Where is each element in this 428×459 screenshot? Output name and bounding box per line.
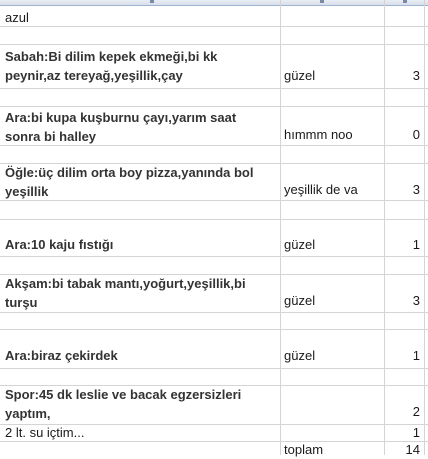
cell-a-aksam[interactable] <box>5 274 280 312</box>
cell-c-score[interactable] <box>384 346 420 365</box>
gridline-horizontal <box>0 219 428 220</box>
gridline-horizontal <box>0 368 428 369</box>
cell-text: güzel <box>284 68 316 83</box>
cell-text: toplam <box>284 442 324 457</box>
cell-c-score[interactable] <box>384 66 420 85</box>
cell-b-comment[interactable] <box>284 66 384 85</box>
gridline-horizontal <box>0 44 428 45</box>
cell-text-line: Ara:bi kupa kuşburnu çayı,yarım saat <box>5 110 237 125</box>
cell-text: Ara:10 kaju fıstığı <box>5 237 114 252</box>
cell-a-ara-3[interactable] <box>5 346 280 365</box>
cell-b-comment[interactable] <box>284 291 384 310</box>
cell-a-sabah[interactable] <box>5 47 280 85</box>
cell-text-line: yaptım, <box>5 406 51 421</box>
cell-text: hımmm noo <box>284 127 353 142</box>
column-header-mark <box>403 0 407 3</box>
cell-b-comment[interactable] <box>284 346 384 365</box>
cell-value: 3 <box>412 293 420 308</box>
cell-a-note[interactable] <box>5 8 280 27</box>
cell-a-su[interactable] <box>5 423 280 442</box>
cell-value: 0 <box>412 127 420 142</box>
cell-value: 1 <box>412 237 420 252</box>
cell-value: 1 <box>412 425 420 440</box>
cell-text: azul <box>5 10 29 25</box>
gridline-horizontal <box>0 312 428 313</box>
cell-text-line: yeşillik <box>5 184 49 199</box>
cell-value: 3 <box>412 182 420 197</box>
cell-b-comment[interactable] <box>284 125 384 144</box>
cell-c-score[interactable] <box>384 402 420 421</box>
cell-text: yeşillik de va <box>284 182 358 197</box>
gridline-horizontal <box>0 329 428 330</box>
column-header-mark <box>320 0 324 3</box>
cell-text: güzel <box>284 348 316 363</box>
cell-text-line: Spor:45 dk leslie ve bacak egzersizleri <box>5 387 242 402</box>
cell-a-ara-2[interactable] <box>5 235 280 254</box>
cell-value: 2 <box>412 404 420 419</box>
cell-value: 3 <box>412 68 420 83</box>
gridline-vertical <box>424 0 425 455</box>
cell-text-line: peynir,az tereyağ,yeşillik,çay <box>5 68 183 83</box>
gridline-horizontal <box>0 106 428 107</box>
cell-text-line: Öğle:üç dilim orta boy pizza,yanında bol <box>5 165 254 180</box>
cell-text: Ara:biraz çekirdek <box>5 348 118 363</box>
cell-a-ara-1[interactable] <box>5 108 280 146</box>
cell-text: güzel <box>284 293 316 308</box>
cell-value: 14 <box>405 442 420 457</box>
cell-b-comment[interactable] <box>284 235 384 254</box>
cell-c-score[interactable] <box>384 235 420 254</box>
gridline-horizontal <box>0 88 428 89</box>
gridline-vertical <box>280 0 281 455</box>
cell-c-total-value[interactable] <box>384 440 420 459</box>
cell-a-spor[interactable] <box>5 385 280 423</box>
cell-text-line: Akşam:bi tabak mantı,yoğurt,yeşillik,bi <box>5 276 246 291</box>
cell-text: 2 lt. su içtim... <box>5 425 85 440</box>
cell-c-score[interactable] <box>384 291 420 310</box>
cell-b-total-label[interactable] <box>284 440 384 459</box>
cell-a-ogle[interactable] <box>5 163 280 201</box>
cell-c-score[interactable] <box>384 180 420 199</box>
cell-b-comment[interactable] <box>284 180 384 199</box>
column-header-strip[interactable] <box>0 0 428 6</box>
cell-text-line: sonra bi halley <box>5 129 97 144</box>
cell-value: 1 <box>412 348 420 363</box>
cell-text-line: Sabah:Bi dilim kepek ekmeği,bi kk <box>5 49 218 64</box>
cell-text-line: turşu <box>5 295 38 310</box>
gridline-horizontal <box>0 256 428 257</box>
column-header-mark <box>150 0 154 3</box>
cell-text: güzel <box>284 237 316 252</box>
cell-c-score[interactable] <box>384 125 420 144</box>
